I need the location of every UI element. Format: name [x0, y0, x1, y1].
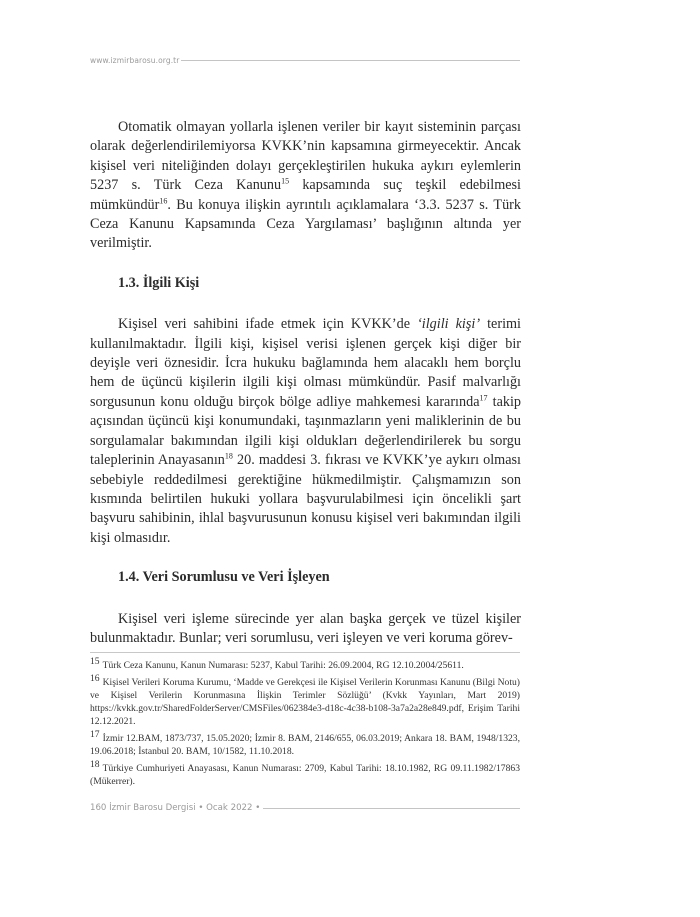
footnote-18: 18 Türkiye Cumhuriyeti Anayasası, Kanun Numarası: 2709, Kabul Tarihi: 18.10.1982, RG 09.11.1982/17863 (Mükerrer). — [90, 758, 520, 787]
footnote-ref-18[interactable]: 18 — [224, 451, 233, 461]
footnote-15: 15 Türk Ceza Kanunu, Kanun Numarası: 5237, Kabul Tarihi: 26.09.2004, RG 12.10.2004/25611. — [90, 655, 464, 671]
footnotes — [90, 655, 520, 792]
footnote-ref-17[interactable]: 17 — [479, 393, 488, 403]
footnote-16: 16 Kişisel Verileri Koruma Kurumu, ‘Madde ve Gerekçesi ile Kişisel Verilerin Korunması Kanunu (Bilgi Notu) ve Kişisel Verilerin Korunmasına İlişkin Terimler Sözlüğü’ (Kvkk Yayınları, Mart 2019) https://kvkk.gov.tr/SharedFolderServer/CMSFiles/062384e3-d18c-4c38-b108-3a7a2a28e849.pdf, Erişim Tarihi 12.12.2021. — [90, 672, 520, 727]
header-url: www.izmirbarosu.org.tr — [90, 55, 180, 65]
footer-text: 160 İzmir Barosu Dergisi • Ocak 2022 • — [90, 803, 261, 813]
footnote-ref-15[interactable]: 15 — [281, 176, 290, 186]
section-heading-1-3: 1.3. İlgili Kişi — [118, 274, 200, 291]
paragraph-3: Kişisel veri işleme sürecinde yer alan başka gerçek ve tüzel kişiler bulunmaktadır. Bunlar; veri sorumlusu, veri işleyen ve veri koruma görev- — [90, 610, 521, 646]
page-footer — [90, 801, 520, 815]
footnote-17: 17 İzmir 12.BAM, 1873/737, 15.05.2020; İzmir 8. BAM, 2146/655, 06.03.2019; Ankara 18. BAM, 1948/1323, 19.06.2018; İstanbul 20. BAM, 10/1582, 11.10.2018. — [90, 728, 520, 757]
body-text — [90, 118, 521, 648]
paragraph-2: Kişisel veri sahibini ifade etmek için KVKK’de ‘ilgili kişi’ terimi kullanılmaktadır. İlgili kişi, kişisel verisi işlenen gerçek kişi diğer bir deyişle veri öznesidir. İcra hukuku bağlamında hem alacaklı hem borçlu hem de üçüncü kişilerin ilgili kişi olması mümkündür. Pasif malvarlığı sorgusunun konu olduğu birçok bölge adliye mahkemesi kararında$^{17}$ takip açısından üçüncü kişi konumundaki, taşınmazların yeni maliklerinin de bu sorgulamalar bakımından ilgili kişi oldukları değerlendirilerek bu sorgu taleplerinin Anayasanın$^{18}$ 20. maddesi 3. fıkrası ve KVKK’ye aykırı olması sebebiyle reddedilmesi gerektiğine hükmedilmiştir. Çalışmamızın son kısmında belirtilen hukuki yollara başvurulabilmesi için öncelikli şart başvuru sahibinin, ihlal başvurusunun konusu kişisel veri bakımından ilgili kişi olmasıdır. — [90, 316, 522, 546]
footnote-ref-16[interactable]: 16 — [159, 195, 168, 205]
footnote-separator — [90, 652, 520, 653]
footer-rule — [263, 808, 520, 809]
term-ilgili-kisi: ‘ilgili kişi’ — [417, 316, 481, 333]
section-heading-1-4: 1.4. Veri Sorumlusu ve Veri İşleyen — [118, 569, 330, 586]
page-header — [90, 53, 520, 67]
header-rule — [181, 60, 520, 61]
paragraph-1: Otomatik olmayan yollarla işlenen veriler bir kayıt sisteminin parçası olarak değerlendirilemiyorsa KVKK’nin kapsamına girmeyecektir. Ancak kişisel veri niteliğinden dolayı gerçekleştirilen hukuka aykırı eylemlerin 5237 s. Türk Ceza Kanunu$^{15}$ kapsamında suç teşkil edebilmesi mümkündür$^{16}$. Bu konuya ilişkin ayrıntılı açıklamalara ‘3.3. 5237 s. Türk Ceza Kanunu Kapsamında Ceza Yargılaması’ başlığının altında yer verilmiştir. — [90, 119, 521, 252]
